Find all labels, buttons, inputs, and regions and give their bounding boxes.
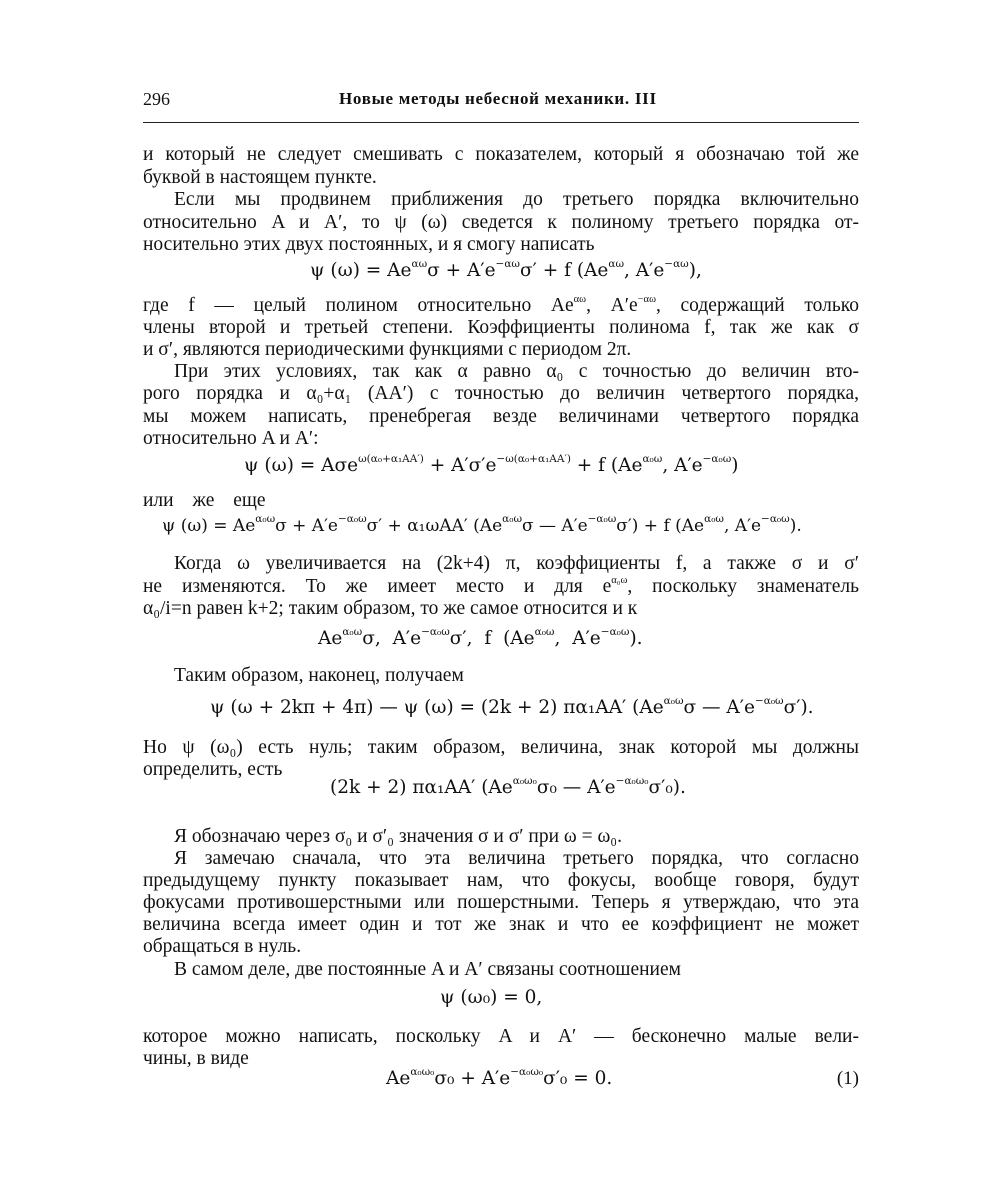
text-line: Я обозначаю через σ₀ и σ′₀ значения σ и σ′ при ω = ω₀. [174, 826, 622, 847]
equation: ψ $(\omega) = Ae^{\alpha\omega}\sigma + A'e^{-\alpha\omega}\sigma' + f$ ($Ae^{\alpha\omega}$, $A'e^{-\alpha\omega}$), [310, 258, 702, 281]
text-line: носительно этих двух постоянных, и я смогу написать [143, 234, 595, 255]
text-line: чины, в виде [143, 1048, 249, 1069]
equation: ψ $(\omega) = Ae^{\alpha_0\omega}\sigma + A'e^{-\alpha_0\omega}\sigma' + \alpha_1\omega AA'$ ($Ae^{\alpha_0\omega}\sigma$ — $A'e^{-\alpha_0\omega}\sigma') + f$ ($Ae^{\alpha_0\omega}$, $A'e^{-\alpha_0\omega}$). [162, 513, 802, 536]
text-line: определить, есть [143, 759, 283, 780]
text-line: буквой в настоящем пункте. [143, 167, 377, 188]
equation: $Ae^{\alpha_0\omega}\sigma$, $A'e^{-\alpha_0\omega}\sigma'$, f ($Ae^{\alpha_0\omega}$, $A'e^{-\alpha_0\omega}$). [318, 626, 643, 649]
text-line: предыдущему пункту показывает нам, что фокусы, вообще говоря, будут [143, 870, 859, 891]
equation: (2k + 2) πα₁AA′ ($Ae^{\alpha_0\omega_0}\sigma_0$ — $A'e^{-\alpha_0\omega_0}\sigma'_0$). [330, 775, 686, 798]
text-line: не изменяются. То же имеет место и для $e^{\alpha_0\omega}$, поскольку знаменатель [143, 575, 859, 597]
text-line: и который не следует смешивать с показателем, который я обозначаю той же [143, 144, 859, 165]
running-title: Новые методы небесной механики. III [339, 89, 657, 108]
text-line: величина всегда имеет один и тот же знак и что ее коэффициент не может [143, 914, 859, 935]
text-line: Когда ω увеличивается на (2k+4) π, коэффициенты f, а также σ и σ′ [174, 553, 859, 574]
text-line: относительно A и A′, то ψ (ω) сведется к полиному третьего порядка от- [143, 212, 859, 233]
text-line: и σ′, являются периодическими функциями с периодом 2π. [143, 339, 632, 360]
equation: ψ $(\omega) = A\sigma e^{\omega(\alpha_0+\alpha_1AA')} + A'\sigma'e^{-\omega(\alpha_0+\alpha_1AA')} + f$ ($Ae^{\alpha_0\omega}$, $A'e^{-\alpha_0\omega}$) [244, 453, 739, 476]
text-line: фокусами противошерстными или пошерстными. Теперь я утверждаю, что эта [143, 892, 859, 913]
text-line: где f — целый полином относительно $Ae^{\alpha\omega}$, $A'e^{-\alpha\omega}$, содержащий только [143, 294, 859, 316]
equation: $Ae^{\alpha_0\omega_0}\sigma_0 + A'e^{-\alpha_0\omega_0}\sigma'_0 = 0$. [386, 1066, 613, 1089]
header-rule [143, 122, 859, 123]
equation: ψ (ω₀) = 0, [440, 987, 543, 1008]
text-line: При этих условиях, так как α равно α₀ с точностью до величин вто- [174, 361, 859, 382]
equation-number: (1) [836, 1068, 859, 1089]
text-line: Если мы продвинем приближения до третьего порядка включительно [174, 189, 859, 210]
text-line: В самом деле, две постоянные A и A′ связаны соотношением [174, 959, 681, 980]
text-line: обращаться в нуль. [143, 936, 302, 957]
text-line: члены второй и третьей степени. Коэффициенты полинома f, так же как σ [143, 317, 859, 338]
text-line: Я замечаю сначала, что эта величина третьего порядка, что согласно [174, 848, 859, 869]
text-line: α₀/i=n равен k+2; таким образом, то же самое относится и к [143, 598, 638, 619]
text-line: Таким образом, наконец, получаем [174, 665, 464, 686]
text-line: или же еще [143, 490, 266, 511]
text-line: относительно A и A′: [143, 428, 319, 449]
text-line: мы можем написать, пренебрегая везде величинами четвертого порядка [143, 406, 859, 427]
page-number: 296 [143, 89, 170, 109]
text-line: которое можно написать, поскольку A и A′ — бесконечно малые вели- [143, 1026, 859, 1047]
text-line: Но ψ (ω₀) есть нуль; таким образом, величина, знак которой мы должны [143, 737, 859, 758]
text-line: рого порядка и α₀+α₁ (AA′) с точностью до величин четвертого порядка, [143, 383, 859, 404]
equation: ψ (ω + 2kπ + 4π) — ψ (ω) = (2k + 2) πα₁AA′ ($Ae^{\alpha_0\omega}\sigma$ — $A'e^{-\alpha_0\omega}\sigma'$). [210, 695, 814, 718]
